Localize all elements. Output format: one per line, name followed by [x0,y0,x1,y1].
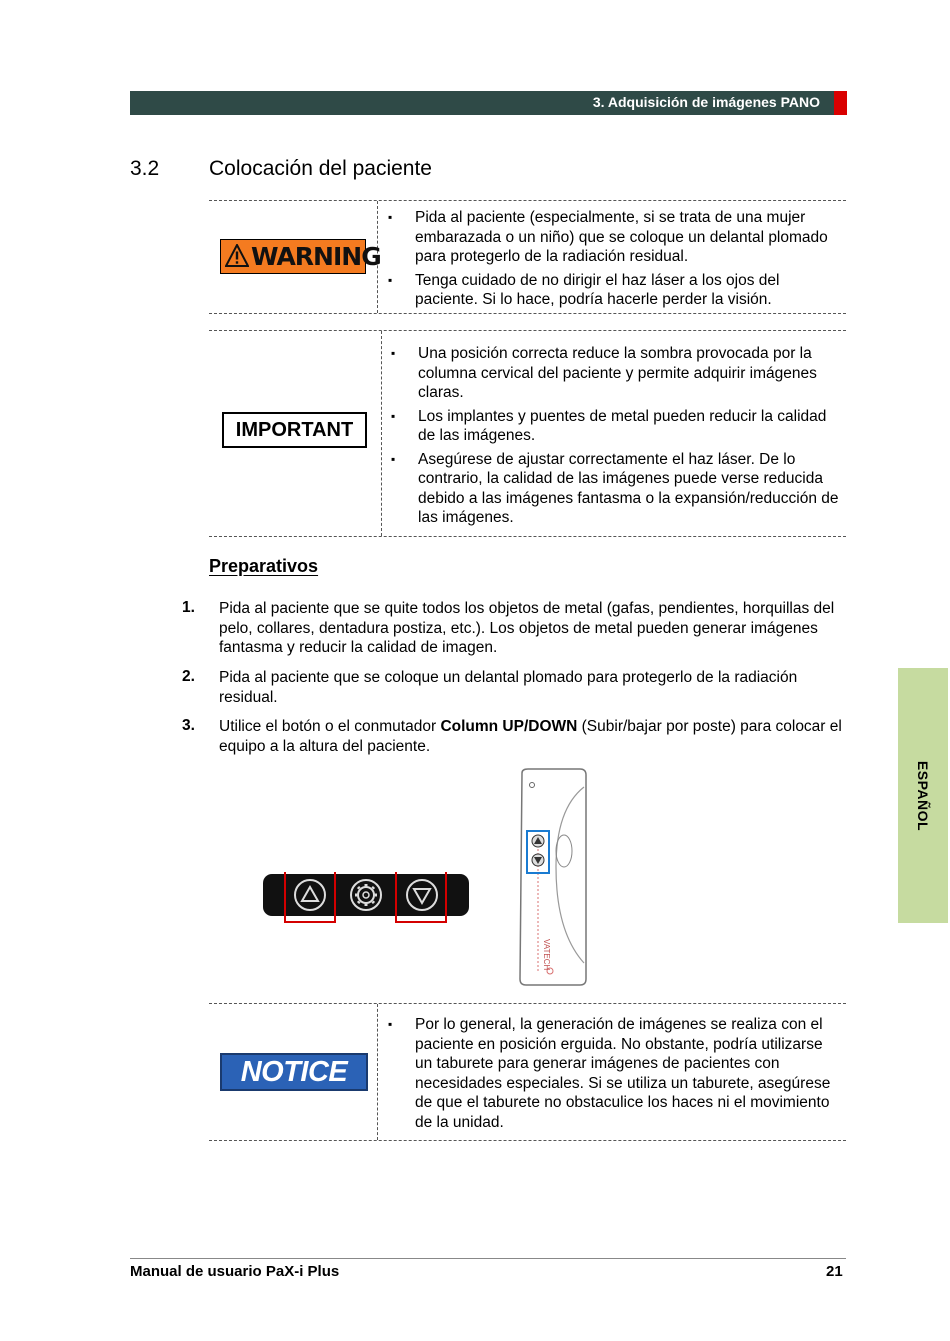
step-number: 2. [182,668,195,685]
warning-item: ▪ Tenga cuidado de no dirigir el haz láser a los ojos del paciente. Si lo hace, podría hacerle perder la visión. [378,271,840,310]
column-panel-figure [514,767,594,987]
warning-list [378,208,840,314]
preparation-title: Preparativos [209,556,319,576]
important-item: ▪ Una posición correcta reduce la sombra provocada por la columna cervical del paciente y permite adquirir imágenes claras. [381,344,843,403]
step-text-part: (Subir/bajar por poste) para colocar el equipo a la altura del paciente. [219,718,842,755]
step-number: 3. [182,717,195,734]
column-updown-term: Column UP/DOWN [440,718,578,735]
footer-manual-title: Manual de usuario PaX-i Plus [130,1263,340,1280]
step-text [219,717,844,756]
notice-label: NOTICE [220,1053,368,1091]
warning-label-text: WARNING [251,242,381,271]
chapter-title: 3. Adquisición de imágenes PANO [592,94,820,110]
important-item: ▪ Los implantes y puentes de metal pueden reducir la calidad de las imágenes. [381,407,843,446]
chapter-header-bar [130,91,834,115]
step-number: 1. [182,599,195,616]
warning-item: ▪ Pida al paciente (especialmente, si se trata de una mujer embarazada o un niño) que se coloque un delantal plomado para protegerlo de la radiación residual. [378,208,840,267]
important-item: ▪ Asegúrese de ajustar correctamente el haz láser. De lo contrario, la calidad de las imágenes puede verse reducida debido a las imágenes fantasma o la expansión/reducción de las imágenes. [381,450,843,528]
important-label: IMPORTANT [222,412,367,448]
notice-item: ▪ Por lo general, la generación de imágenes se realiza con el paciente en posición erguida. No obstante, podría utilizarse un taburete para generar imágenes de pacientes con necesidades especiales. Si se utiliza un taburete, asegúrese de que el taburete no obstaculice los haces ni el movimiento de la unidad. [378,1015,840,1132]
down-arrow-icon [532,854,544,866]
chapter-header-accent [834,91,847,115]
step-text: Pida al paciente que se coloque un delantal plomado para protegerlo de la radiación residual. [219,669,798,706]
notice-list [378,1015,840,1136]
section-title: Colocación del paciente [209,157,432,180]
page-number: 21 [826,1263,843,1280]
language-tab-label: ESPAÑOL [915,760,931,831]
step-text: Pida al paciente que se quite todos los objetos de metal (gafas, pendientes, horquillas del pelo, collares, dentadura postiza, etc.). Los objetos de metal pueden generar imágenes fantasma y reducir la calidad de imagen. [219,600,835,656]
warning-triangle-icon [225,244,249,267]
footer-divider [130,1258,846,1259]
section-number: 3.2 [130,157,160,180]
keypad-figure [262,872,472,928]
column-logo: VATECH [542,939,551,971]
language-tab [898,668,948,923]
warning-label [220,239,381,274]
up-arrow-icon [532,835,544,847]
step-text-part: Utilice el botón o el conmutador [219,718,441,735]
important-list [381,344,843,532]
